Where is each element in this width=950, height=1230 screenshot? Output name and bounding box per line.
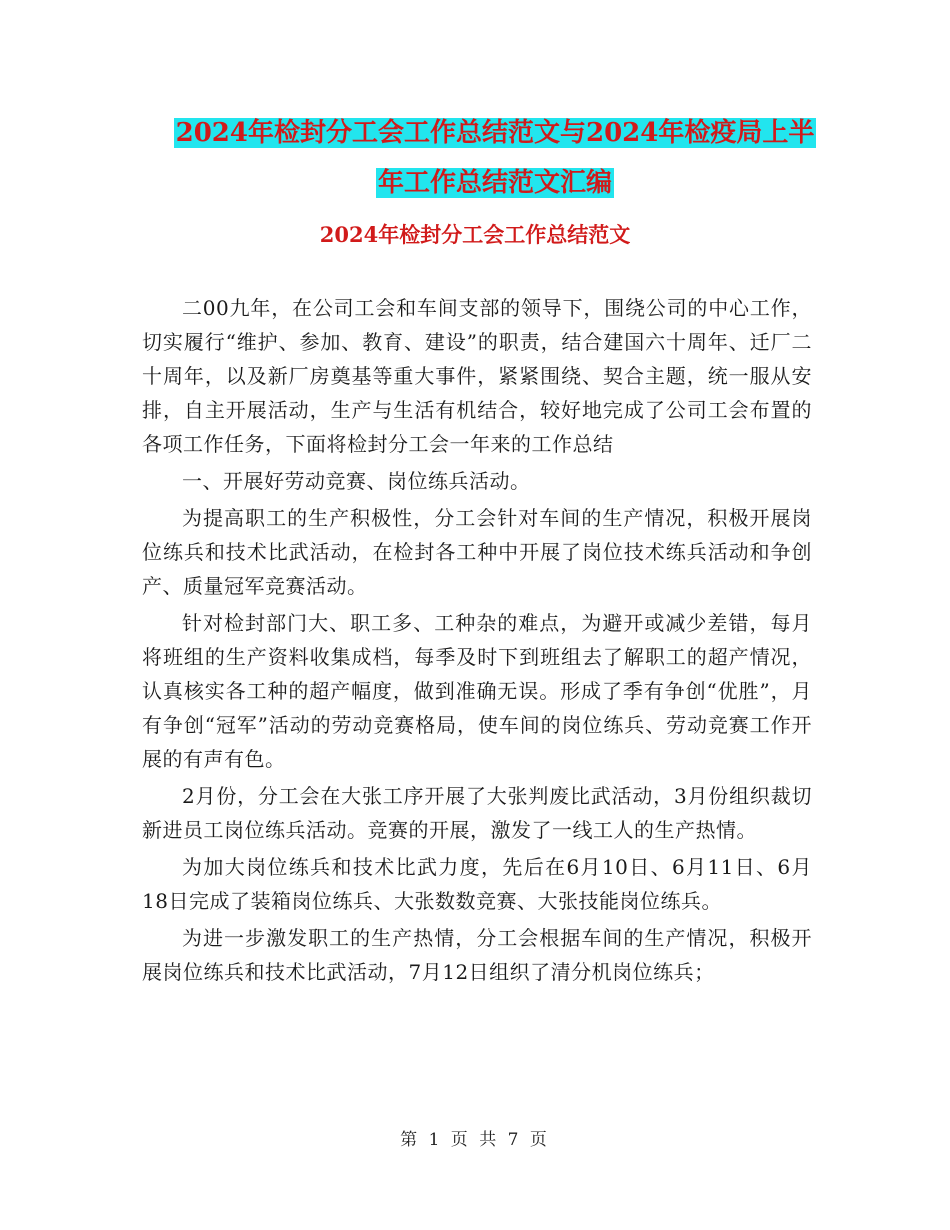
document-title — [140, 108, 850, 208]
paragraph: 为提高职工的生产积极性，分工会针对车间的生产情况，积极开展岗位练兵和技术比武活动，在检封各工种中开展了岗位技术练兵活动和争创产、质量冠军竞赛活动。 — [142, 506, 812, 598]
document-body — [142, 291, 812, 989]
paragraph: 为进一步激发职工的生产热情，分工会根据车间的生产情况，积极开展岗位练兵和技术比武活动，7月12日组织了清分机岗位练兵； — [142, 926, 812, 984]
paragraph: 为加大岗位练兵和技术比武力度，先后在6月10日、6月11日、6月18日完成了装箱岗位练兵、大张数数竞赛、大张技能岗位练兵。 — [142, 855, 812, 913]
paragraph: 2月份，分工会在大张工序开展了大张判废比武活动，3月份组织裁切新进员工岗位练兵活动。竞赛的开展，激发了一线工人的生产热情。 — [142, 784, 812, 842]
page-number-footer: 第 1 页 共 7 页 — [400, 1130, 550, 1150]
section-title: 2024年检封分工会工作总结范文 — [319, 222, 631, 247]
document-title-line-2: 年工作总结范文汇编 — [377, 168, 612, 198]
paragraph: 针对检封部门大、职工多、工种杂的难点，为避开或减少差错，每月将班组的生产资料收集成档，每季及时下到班组去了解职工的超产情况，认真核实各工种的超产幅度，做到准确无误。形成了季有争创“优胜”，月有争创“冠军”活动的劳动竞赛格局，使车间的岗位练兵、劳动竞赛工作开展的有声有色。 — [142, 611, 812, 771]
paragraph: 二00九年，在公司工会和车间支部的领导下，围绕公司的中心工作，切实履行“维护、参加、教育、建设”的职责，结合建国六十周年、迁厂二十周年，以及新厂房奠基等重大事件，紧紧围绕、契合主题，统一服从安排，自主开展活动，生产与生活有机结合，较好地完成了公司工会布置的各项工作任务，下面将检封分工会一年来的工作总结 — [142, 296, 812, 456]
document-title-line-1: 2024年检封分工会工作总结范文与2024年检疫局上半 — [175, 118, 815, 148]
paragraph: 一、开展好劳动竞赛、岗位练兵活动。 — [182, 469, 531, 493]
